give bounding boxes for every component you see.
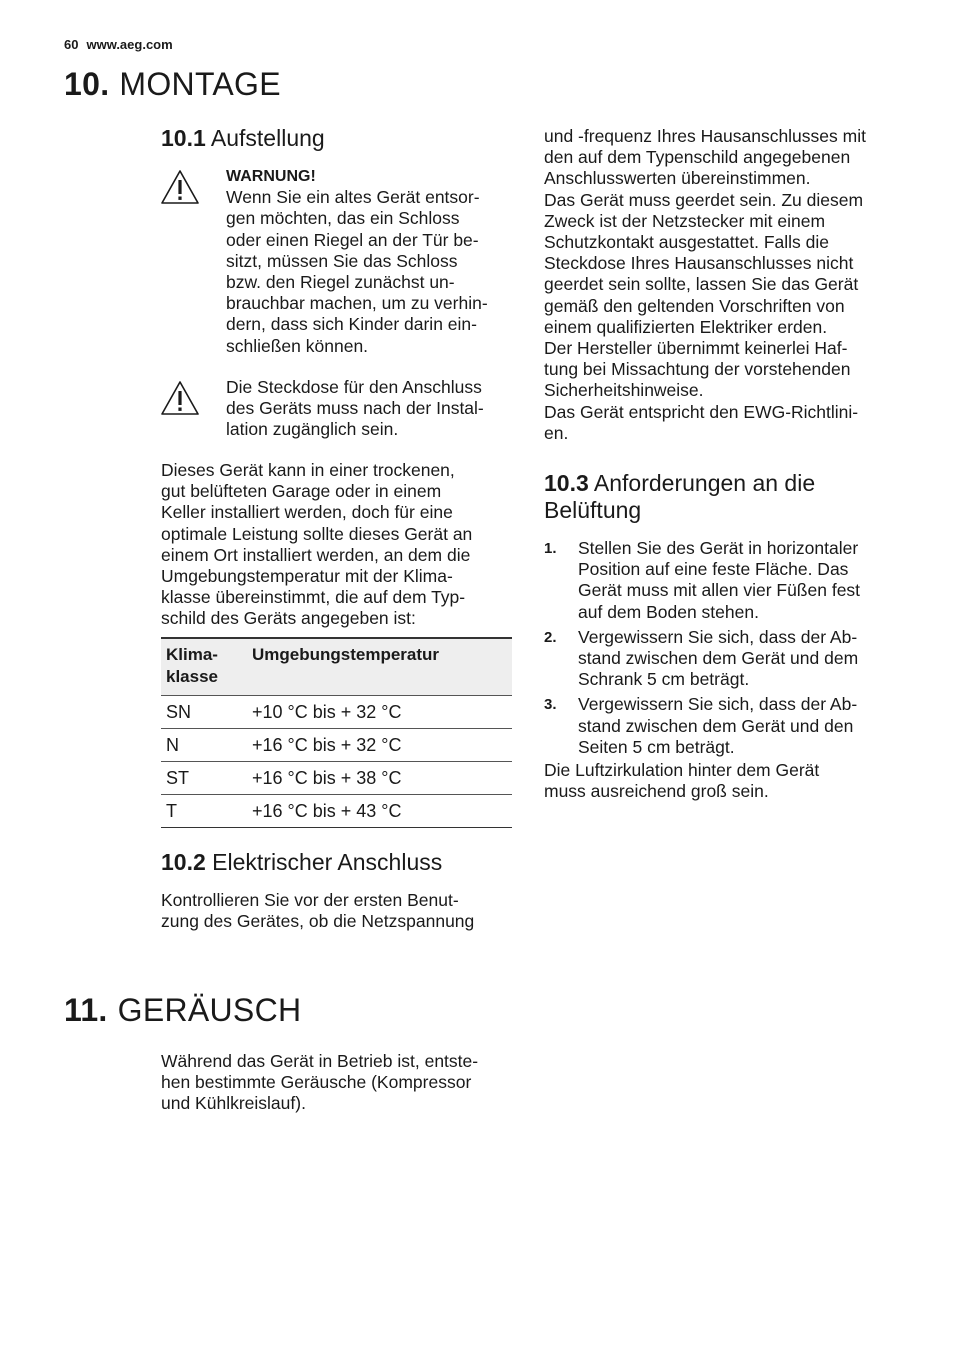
subsection-10-2-heading: Elektrischer Anschluss <box>212 849 443 875</box>
text-line: lation zugänglich sein. <box>226 419 399 440</box>
text-line: Umgebungstemperatur mit der Klima- <box>161 566 453 587</box>
text-line: einem Ort installiert werden, an dem die <box>161 544 471 565</box>
subsection-10-1-heading: Aufstellung <box>210 125 325 151</box>
section-11-number: 11. <box>64 992 108 1028</box>
climate-class-table <box>161 637 512 828</box>
text-line: oder einen Riegel an der Tür be- <box>226 229 479 250</box>
text-line: Sicherheitshinweise. <box>544 380 704 401</box>
text-line: Dieses Gerät kann in einer trockenen, <box>161 460 455 480</box>
text-line: brauchbar machen, um zu verhin- <box>226 293 488 314</box>
table-row <box>161 729 512 762</box>
text-line: Seiten 5 cm beträgt. <box>578 736 735 757</box>
text-line: Steckdose Ihres Hausanschlusses nicht <box>544 253 854 274</box>
text-line: stand zwischen dem Gerät und dem <box>578 648 859 669</box>
text-line: muss ausreichend groß sein. <box>544 781 769 802</box>
ventilation-note <box>544 760 819 802</box>
website-link[interactable]: www.aeg.com <box>86 37 173 52</box>
text-line: des Geräts muss nach der Instal- <box>226 398 484 419</box>
text-line: auf dem Boden stehen. <box>578 601 759 622</box>
text-line: gut belüfteten Garage oder in einem <box>161 481 442 502</box>
subsection-10-3-heading: Anforderungen an die <box>593 470 816 496</box>
text-line: dern, dass sich Kinder darin ein- <box>226 314 477 335</box>
table-row <box>161 696 512 729</box>
text-line: geerdet sein sollte, lassen Sie das Gerät <box>544 274 859 295</box>
section-11-title <box>64 992 301 1029</box>
table-header-klimaklasse: Klima- klasse <box>161 638 247 696</box>
warning-icon <box>160 169 200 205</box>
page-number: 60 <box>64 37 79 52</box>
text-line: Wenn Sie ein altes Gerät entsor- <box>226 187 480 208</box>
caution-text <box>226 377 484 441</box>
ventilation-steps <box>544 538 904 762</box>
text-line: Die Luftzirkulation hinter dem Gerät <box>544 760 820 780</box>
list-item <box>544 627 904 691</box>
step-number: 3. <box>544 696 557 714</box>
warning-block <box>226 166 488 357</box>
text-line: Keller installiert werden, doch für eine <box>161 502 453 523</box>
temperature-range-cell: +16 °C bis + 38 °C <box>247 762 512 795</box>
text-line: Gerät muss mit allen vier Füßen fest <box>578 580 861 601</box>
climate-class-cell: N <box>161 729 247 762</box>
text-line: Schutzkontakt ausgestattet. Falls die <box>544 232 830 253</box>
temperature-range-cell: +16 °C bis + 43 °C <box>247 795 512 828</box>
text-line: Anschlusswerten übereinstimmen. <box>544 168 811 189</box>
subsection-10-1-number: 10.1 <box>161 125 206 151</box>
subsection-10-3-title <box>544 470 815 524</box>
page-header <box>64 37 173 52</box>
text-line: einem qualifizierten Elektriker erden. <box>544 316 828 337</box>
text-line: gemäß den geltenden Vorschriften von <box>544 295 845 316</box>
text-line: Der Hersteller übernimmt keinerlei Haf- <box>544 338 848 359</box>
text-line: hen bestimmte Geräusche (Kompressor <box>161 1072 472 1093</box>
text-line: optimale Leistung sollte dieses Gerät an <box>161 523 473 544</box>
climate-class-cell: ST <box>161 762 247 795</box>
table-header-umgebungstemperatur: Umgebungstemperatur <box>247 638 512 696</box>
text-line: tung bei Missachtung der vorstehenden <box>544 359 851 380</box>
subsection-10-1-title <box>161 125 325 152</box>
subsection-10-2-number: 10.2 <box>161 849 206 875</box>
caution-icon <box>160 380 200 416</box>
text-line: und -frequenz Ihres Hausanschlusses mit <box>544 126 866 146</box>
installation-paragraph <box>161 460 472 630</box>
warning-heading: WARNUNG! <box>226 168 316 185</box>
text-line: en. <box>544 422 569 443</box>
section-11-heading: GERÄUSCH <box>117 992 302 1028</box>
electrical-text-left <box>161 890 474 932</box>
subsection-10-3-number: 10.3 <box>544 470 589 496</box>
table-header-row <box>161 638 512 696</box>
text-line: Position auf eine feste Fläche. Das <box>578 559 849 580</box>
text-line: bzw. den Riegel zunächst un- <box>226 272 455 293</box>
warning-text <box>226 187 488 357</box>
temperature-range-cell: +10 °C bis + 32 °C <box>247 696 512 729</box>
section-10-title <box>64 66 281 103</box>
text-line: stand zwischen dem Gerät und den <box>578 715 854 736</box>
text-line: und Kühlkreislauf). <box>161 1093 306 1114</box>
text-line: Vergewissern Sie sich, dass der Ab- <box>578 694 858 715</box>
table-row <box>161 762 512 795</box>
subsection-10-2-title <box>161 849 442 876</box>
text-line: Vergewissern Sie sich, dass der Ab- <box>578 626 858 647</box>
text-line: Die Steckdose für den Anschluss <box>226 377 482 397</box>
step-number: 2. <box>544 628 557 646</box>
noise-paragraph <box>161 1051 478 1115</box>
text-line: Während das Gerät in Betrieb ist, entste- <box>161 1051 479 1071</box>
subsection-10-3-heading-line2: Belüftung <box>544 497 642 523</box>
text-line: zung des Gerätes, ob die Netzspannung <box>161 911 475 932</box>
text-line: Stellen Sie des Gerät in horizontaler <box>578 538 859 558</box>
temperature-range-cell: +16 °C bis + 32 °C <box>247 729 512 762</box>
climate-class-cell: T <box>161 795 247 828</box>
text-line: schild des Geräts angegeben ist: <box>161 608 416 629</box>
text-line: Das Gerät entspricht den EWG-Richtlini- <box>544 401 859 422</box>
text-line: Zweck ist der Netzstecker mit einem <box>544 210 826 231</box>
text-line: Kontrollieren Sie vor der ersten Benut- <box>161 890 459 910</box>
climate-class-cell: SN <box>161 696 247 729</box>
text-line: klasse übereinstimmt, die auf dem Typ- <box>161 587 466 608</box>
text-line: schließen können. <box>226 335 369 356</box>
text-line: sitzt, müssen Sie das Schloss <box>226 250 458 271</box>
text-line: Das Gerät muss geerdet sein. Zu diesem <box>544 189 864 210</box>
table-row <box>161 795 512 828</box>
list-item <box>544 538 904 623</box>
step-number: 1. <box>544 540 557 557</box>
text-line: gen möchten, das ein Schloss <box>226 208 460 229</box>
text-line: den auf dem Typenschild angegebenen <box>544 147 851 168</box>
list-item <box>544 694 904 758</box>
text-line: Schrank 5 cm beträgt. <box>578 669 750 690</box>
electrical-text-right <box>544 126 866 444</box>
section-10-number: 10. <box>64 66 110 102</box>
section-10-heading: MONTAGE <box>119 66 281 102</box>
